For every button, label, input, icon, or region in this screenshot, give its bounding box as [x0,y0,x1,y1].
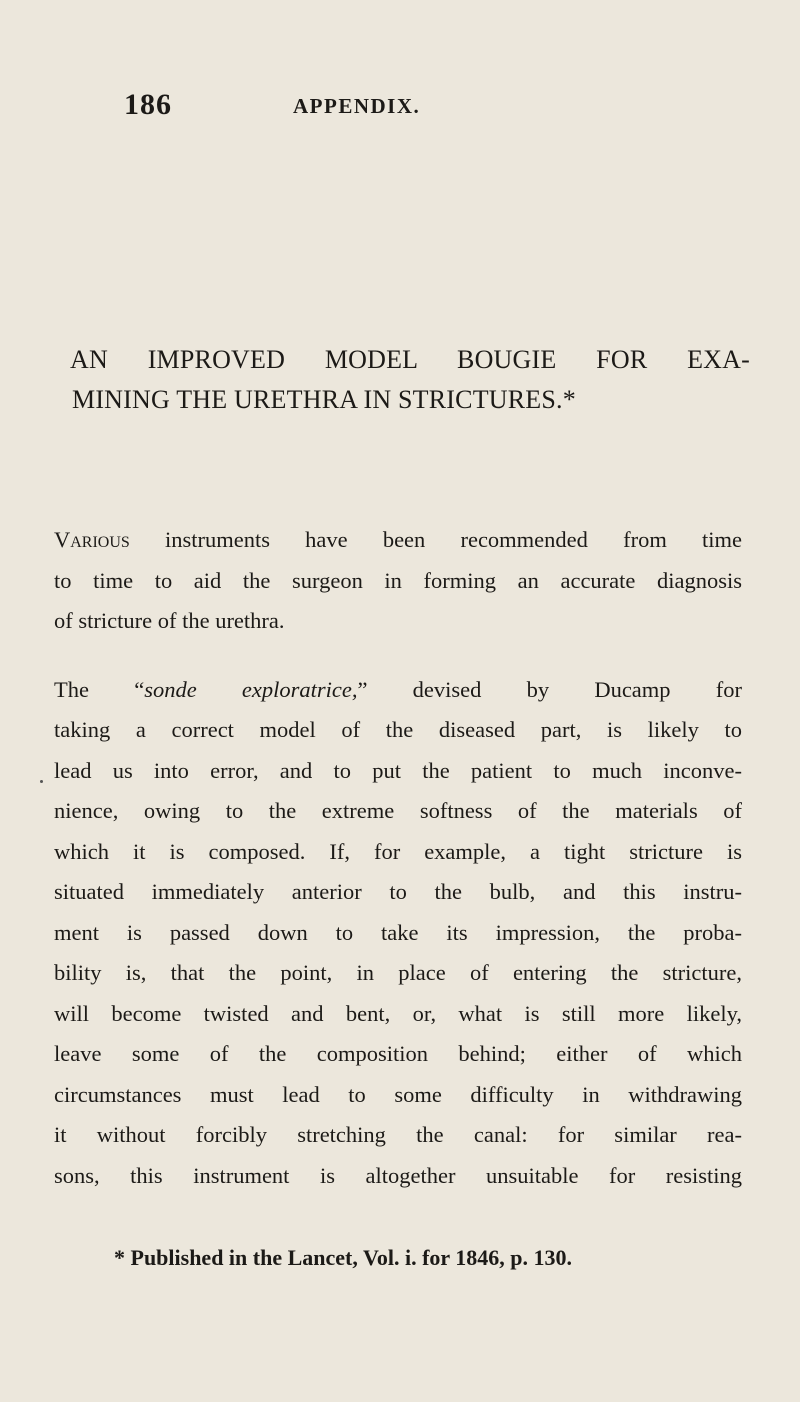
text-line [54,520,742,561]
text-line: sons, this instrument is altogether unsuitable for resisting [54,1162,742,1188]
text-line: ment is passed down to take its impression, the proba- [54,919,742,945]
text-fragment: instruments have been recommended from time [129,527,742,552]
body-text [54,520,742,1196]
text-line: bility is, that the point, in place of entering the stricture, [54,960,742,985]
text-fragment: The “ [54,676,145,702]
title-line-2: MINING THE URETHRA IN STRICTURES.* [72,385,576,414]
article-title [70,340,750,420]
text-fragment: ” devised by Ducamp for [357,676,742,702]
text-line: lead us into error, and to put the patient to much inconve- [54,757,742,783]
italic-term: sonde exploratrice, [144,676,358,702]
text-line: to time to aid the surgeon in forming an accurate diagnosis [54,567,742,593]
text-line [54,670,742,711]
text-line: situated immediately anterior to the bulb, and this instru- [54,879,742,904]
text-line: of stricture of the urethra. [54,608,285,633]
footnote: * Published in the Lancet, Vol. i. for 1846, p. 130. [114,1245,572,1270]
text-line: nience, owing to the extreme softness of the materials of [54,798,742,823]
text-line: taking a correct model of the diseased part, is likely to [54,717,742,742]
text-line: will become twisted and bent, or, what is still more likely, [54,1000,742,1026]
page-header [124,88,744,128]
page-number: 186 [124,88,172,121]
title-line-1: AN IMPROVED MODEL BOUGIE FOR EXA- [70,345,750,374]
running-head: APPENDIX. [293,94,421,118]
paragraph-2 [54,670,742,1197]
lead-word: Various [54,527,130,552]
text-line: which it is composed. If, for example, a tight stricture is [54,838,742,864]
margin-speck [40,780,43,783]
text-line: leave some of the composition behind; either of which [54,1041,742,1066]
text-line: circumstances must lead to some difficulty in withdrawing [54,1081,742,1107]
text-line: it without forcibly stretching the canal: for similar rea- [54,1122,742,1147]
paragraph-1 [54,520,742,642]
